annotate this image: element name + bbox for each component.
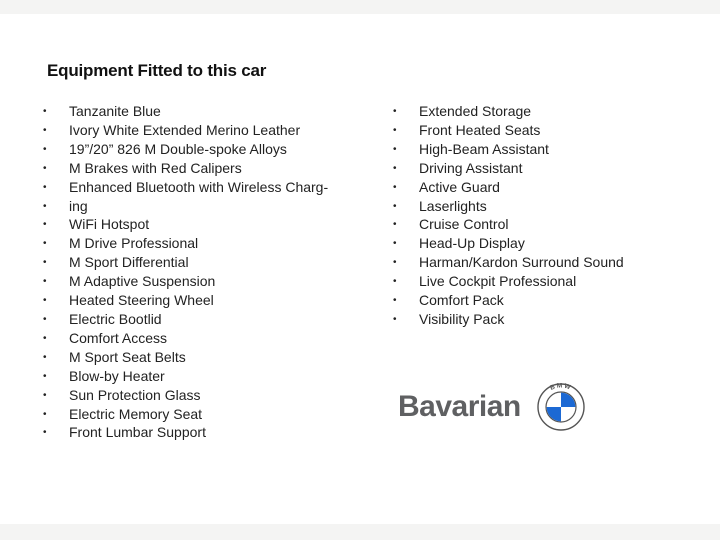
list-item: • Sun Protection Glass — [41, 386, 331, 405]
list-item: • M Adaptive Suspension — [41, 272, 331, 291]
list-item: • High-Beam Assistant — [391, 140, 681, 159]
list-item: • Comfort Access — [41, 329, 331, 348]
page-title: Equipment Fitted to this car — [47, 61, 267, 80]
list-item: • Enhanced Bluetooth with Wireless Charg- — [41, 178, 331, 197]
list-item: • M Drive Professional — [41, 234, 331, 253]
list-item: • Front Heated Seats — [391, 121, 681, 140]
list-item: • Visibility Pack — [391, 310, 681, 329]
list-item: • Comfort Pack — [391, 291, 681, 310]
list-item: • Electric Bootlid — [41, 310, 331, 329]
list-item: • WiFi Hotspot — [41, 215, 331, 234]
list-item: • Live Cockpit Professional — [391, 272, 681, 291]
dealer-logo — [398, 383, 585, 431]
equipment-page — [0, 14, 720, 524]
list-item: • Cruise Control — [391, 215, 681, 234]
list-item: • Front Lumbar Support — [41, 423, 331, 442]
list-item: • M Sport Seat Belts — [41, 348, 331, 367]
roundel-letters: BMW — [548, 383, 573, 392]
logo-wordmark: Bavarian — [398, 390, 521, 423]
list-item: • Harman/Kardon Surround Sound — [391, 253, 681, 272]
list-item: • Electric Memory Seat — [41, 405, 331, 424]
list-item: • Head-Up Display — [391, 234, 681, 253]
list-item: • ing — [41, 197, 331, 216]
list-item: • 19”/20” 826 M Double-spoke Alloys — [41, 140, 331, 159]
list-item: • Active Guard — [391, 178, 681, 197]
list-item: • Extended Storage — [391, 102, 681, 121]
equipment-list-left — [41, 102, 331, 442]
list-item: • Laserlights — [391, 197, 681, 216]
bmw-roundel-icon — [537, 383, 585, 431]
list-item: • Tanzanite Blue — [41, 102, 331, 121]
list-item: • Ivory White Extended Merino Leather — [41, 121, 331, 140]
list-item: • Heated Steering Wheel — [41, 291, 331, 310]
list-item: • Blow-by Heater — [41, 367, 331, 386]
list-item: • Driving Assistant — [391, 159, 681, 178]
list-item: • M Sport Differential — [41, 253, 331, 272]
equipment-list-right — [391, 102, 681, 329]
list-item: • M Brakes with Red Calipers — [41, 159, 331, 178]
